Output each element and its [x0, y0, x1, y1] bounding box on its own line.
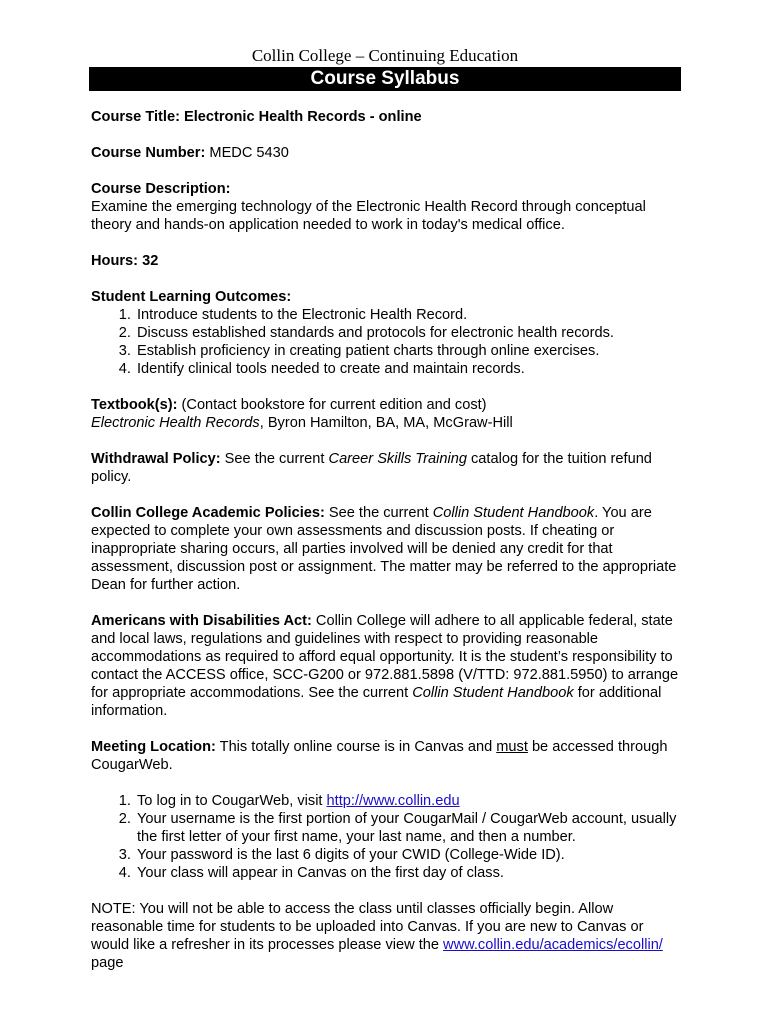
collin-website-link[interactable]: http://www.collin.edu — [326, 793, 460, 809]
academic-text-after: . You are expected to complete your own assessments and discussion posts. If cheating or inappropriate sharing occurs, all parties involved will be denied any credit for that assessment, discussion post or assignment. The matter may be referred to the appropriate Dean for further action. — [91, 505, 677, 593]
textbook-author: , Byron Hamilton, BA, MA, McGraw-Hill — [259, 415, 513, 431]
academic-policies-label: Collin College Academic Policies: — [91, 505, 325, 521]
list-item: 3. Establish proficiency in creating patient charts through online exercises. — [135, 342, 683, 360]
course-description-text: Examine the emerging technology of the Electronic Health Record through conceptual theory and hands-on application needed to work in today's medical office. — [91, 199, 646, 233]
course-number-line — [91, 144, 683, 162]
course-title-line — [91, 108, 683, 126]
ada-section — [91, 612, 683, 720]
page-title: Course Syllabus — [89, 67, 681, 91]
list-item: 3. Your password is the last 6 digits of your CWID (College-Wide ID). — [135, 846, 683, 864]
meeting-must: must — [496, 739, 528, 755]
ada-handbook: Collin Student Handbook — [412, 685, 574, 701]
list-item: 1. Introduce students to the Electronic Health Record. — [135, 306, 683, 324]
course-title-value: Electronic Health Records - online — [184, 109, 422, 125]
textbook-title: Electronic Health Records — [91, 415, 260, 431]
list-item: 2. Discuss established standards and protocols for electronic health records. — [135, 324, 683, 342]
textbook-section — [91, 396, 683, 432]
academic-policies-section — [91, 504, 683, 594]
list-item: 2. Your username is the first portion of your CougarMail / CougarWeb account, usually the first letter of your first name, your last name, and then a number. — [135, 810, 683, 846]
course-number-label: Course Number: — [91, 145, 206, 161]
meeting-label: Meeting Location: — [91, 739, 216, 755]
login-steps-list — [91, 792, 683, 882]
hours-line — [91, 252, 683, 270]
withdrawal-catalog: Career Skills Training — [328, 451, 467, 467]
outcomes-list — [91, 306, 683, 378]
hours-label: Hours: — [91, 253, 139, 269]
note-text-after: page — [91, 955, 124, 971]
course-description-label: Course Description: — [91, 181, 231, 197]
ada-label: Americans with Disabilities Act: — [91, 613, 312, 629]
course-description — [91, 180, 683, 234]
course-title-label: Course Title: — [91, 109, 180, 125]
note-section — [91, 900, 683, 972]
outcomes-label: Student Learning Outcomes: — [91, 289, 292, 305]
hours-value: 32 — [142, 253, 159, 269]
ada-text: Collin College will adhere to all applicable federal, state and local laws, regulations and guidelines with respect to providing reasonable accommodations as required to afford equal opportunity. It is the student’s responsibility to contact the ACCESS office, SCC-G200 or 972.881.5898 (V/TTD: 972.881.5950) to arrange for appropriate accommodations. See the current — [91, 613, 679, 701]
note-text: NOTE: You will not be able to access the class until classes officially begin. Allow reasonable time for students to be uploaded into Canvas. If you are new to Canvas or would like a refresher in its processes please view the — [91, 901, 644, 953]
textbook-note: (Contact bookstore for current edition and cost) — [177, 397, 487, 413]
syllabus-content — [91, 108, 683, 990]
withdrawal-text-after: catalog for the tuition refund policy. — [91, 451, 652, 485]
meeting-text: This totally online course is in Canvas and — [215, 739, 497, 755]
textbook-label: Textbook(s): — [91, 397, 178, 413]
withdrawal-label: Withdrawal Policy: — [91, 451, 221, 467]
course-number-value: MEDC 5430 — [209, 145, 289, 161]
meeting-location-section — [91, 738, 683, 774]
list-item: 4. Identify clinical tools needed to create and maintain records. — [135, 360, 683, 378]
college-header: Collin College – Continuing Education — [251, 46, 519, 65]
list-item — [135, 792, 683, 810]
step-text: To log in to CougarWeb, visit — [137, 793, 327, 809]
ecollin-link[interactable]: www.collin.edu/academics/ecollin/ — [443, 937, 663, 953]
academic-text: See the current — [324, 505, 433, 521]
meeting-text-after: be accessed through CougarWeb. — [91, 739, 668, 773]
withdrawal-text: See the current — [220, 451, 329, 467]
ada-text-after: for additional information. — [91, 685, 662, 719]
list-item: 4. Your class will appear in Canvas on the first day of class. — [135, 864, 683, 882]
outcomes-section — [91, 288, 683, 378]
withdrawal-section — [91, 450, 683, 486]
academic-handbook: Collin Student Handbook — [432, 505, 595, 521]
